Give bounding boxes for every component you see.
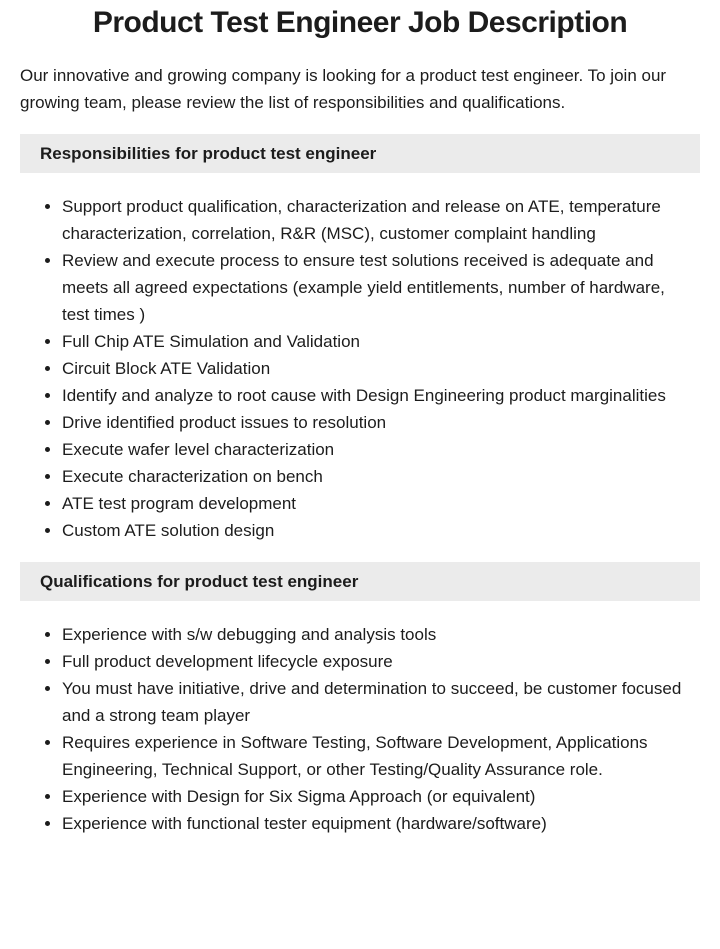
responsibilities-heading: Responsibilities for product test engineer <box>20 134 700 173</box>
list-item: • Review and execute process to ensure test solutions received is adequate and meets all agreed expectations (example yield entitlements, number of hardware, test times ) <box>62 247 700 328</box>
list-item: • Identify and analyze to root cause with Design Engineering product marginalities <box>62 382 700 409</box>
list-item: • Execute wafer level characterization <box>62 436 700 463</box>
list-item: • Experience with Design for Six Sigma Approach (or equivalent) <box>62 783 700 810</box>
list-item: • Support product qualification, characterization and release on ATE, temperature characterization, correlation, R&R (MSC), customer complaint handling <box>62 193 700 247</box>
list-item: • Full product development lifecycle exposure <box>62 648 700 675</box>
list-item: • ATE test program development <box>62 490 700 517</box>
list-item: • Experience with functional tester equipment (hardware/software) <box>62 810 700 837</box>
list-item: • Experience with s/w debugging and analysis tools <box>62 621 700 648</box>
intro-paragraph: Our innovative and growing company is looking for a product test engineer. To join our growing team, please review the list of responsibilities and qualifications. <box>20 66 667 112</box>
qualifications-list <box>20 621 700 837</box>
list-item: • Drive identified product issues to resolution <box>62 409 700 436</box>
list-item: • Execute characterization on bench <box>62 463 700 490</box>
page-title: Product Test Engineer Job Description <box>92 6 628 39</box>
list-item: • Full Chip ATE Simulation and Validation <box>62 328 700 355</box>
qualifications-heading: Qualifications for product test engineer <box>20 562 700 601</box>
list-item: • Custom ATE solution design <box>62 517 700 544</box>
responsibilities-section <box>0 134 720 544</box>
list-item: • You must have initiative, drive and determination to succeed, be customer focused and a strong team player <box>62 675 700 729</box>
qualifications-section <box>0 562 720 837</box>
list-item: • Circuit Block ATE Validation <box>62 355 700 382</box>
list-item: • Requires experience in Software Testing, Software Development, Applications Engineering, Technical Support, or other Testing/Quality Assurance role. <box>62 729 700 783</box>
responsibilities-list <box>20 193 700 544</box>
